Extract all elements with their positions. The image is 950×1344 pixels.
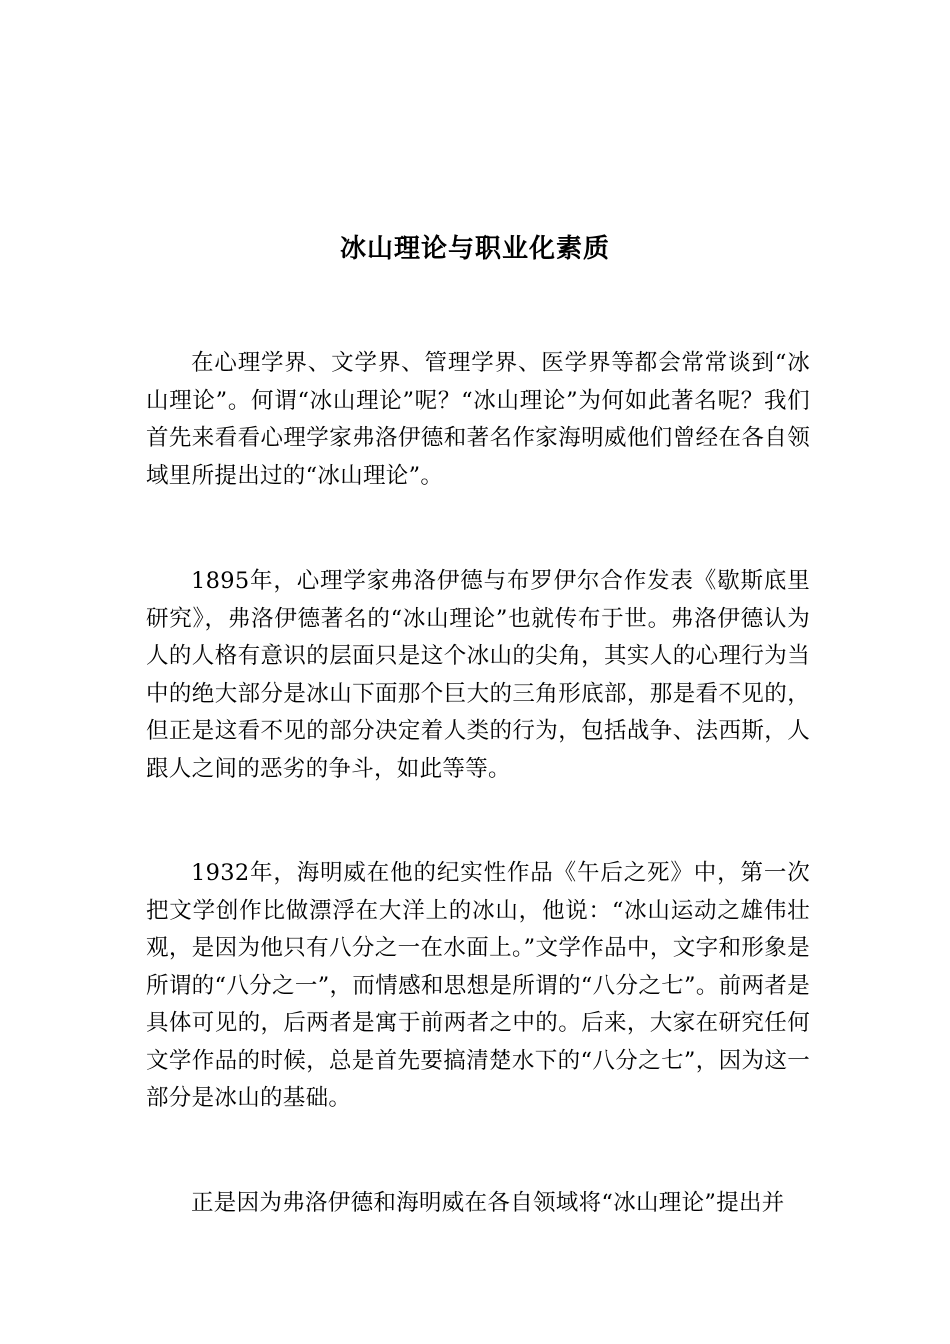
- paragraph-intro: 在心理学界、文学界、管理学界、医学界等都会常常谈到“冰山理论”。何谓“冰山理论”呢？“冰山理论”为何如此著名呢？我们首先来看看心理学家弗洛伊德和著名作家海明威他们曾经在各自领域里所提出过的“冰山理论”。: [146, 350, 810, 489]
- paragraph-freud: 1895年，心理学家弗洛伊德与布罗伊尔合作发表《歇斯底里研究》，弗洛伊德著名的“冰山理论”也就传布于世。弗洛伊德认为人的人格有意识的层面只是这个冰山的尖角，其实人的心理行为当中的绝大部分是冰山下面那个巨大的三角形底部，那是看不见的，但正是这看不见的部分决定着人类的行为，包括战争、法西斯，人跟人之间的恶劣的争斗，如此等等。: [146, 568, 810, 782]
- document-title: 冰山理论与职业化素质: [339, 234, 610, 265]
- paragraph-conclusion: 正是因为弗洛伊德和海明威在各自领域将“冰山理论”提出并: [191, 1190, 785, 1216]
- paragraph-hemingway: 1932年，海明威在他的纪实性作品《午后之死》中，第一次把文学创作比做漂浮在大洋上的冰山，他说：“冰山运动之雄伟壮观，是因为他只有八分之一在水面上。”文学作品中，文字和形象是所谓的“八分之一”，而情感和思想是所谓的“八分之七”。前两者是具体可见的，后两者是寓于前两者之中的。后来，大家在研究任何文学作品的时候，总是首先要搞清楚水下的“八分之七”，因为这一部分是冰山的基础。: [146, 860, 810, 1111]
